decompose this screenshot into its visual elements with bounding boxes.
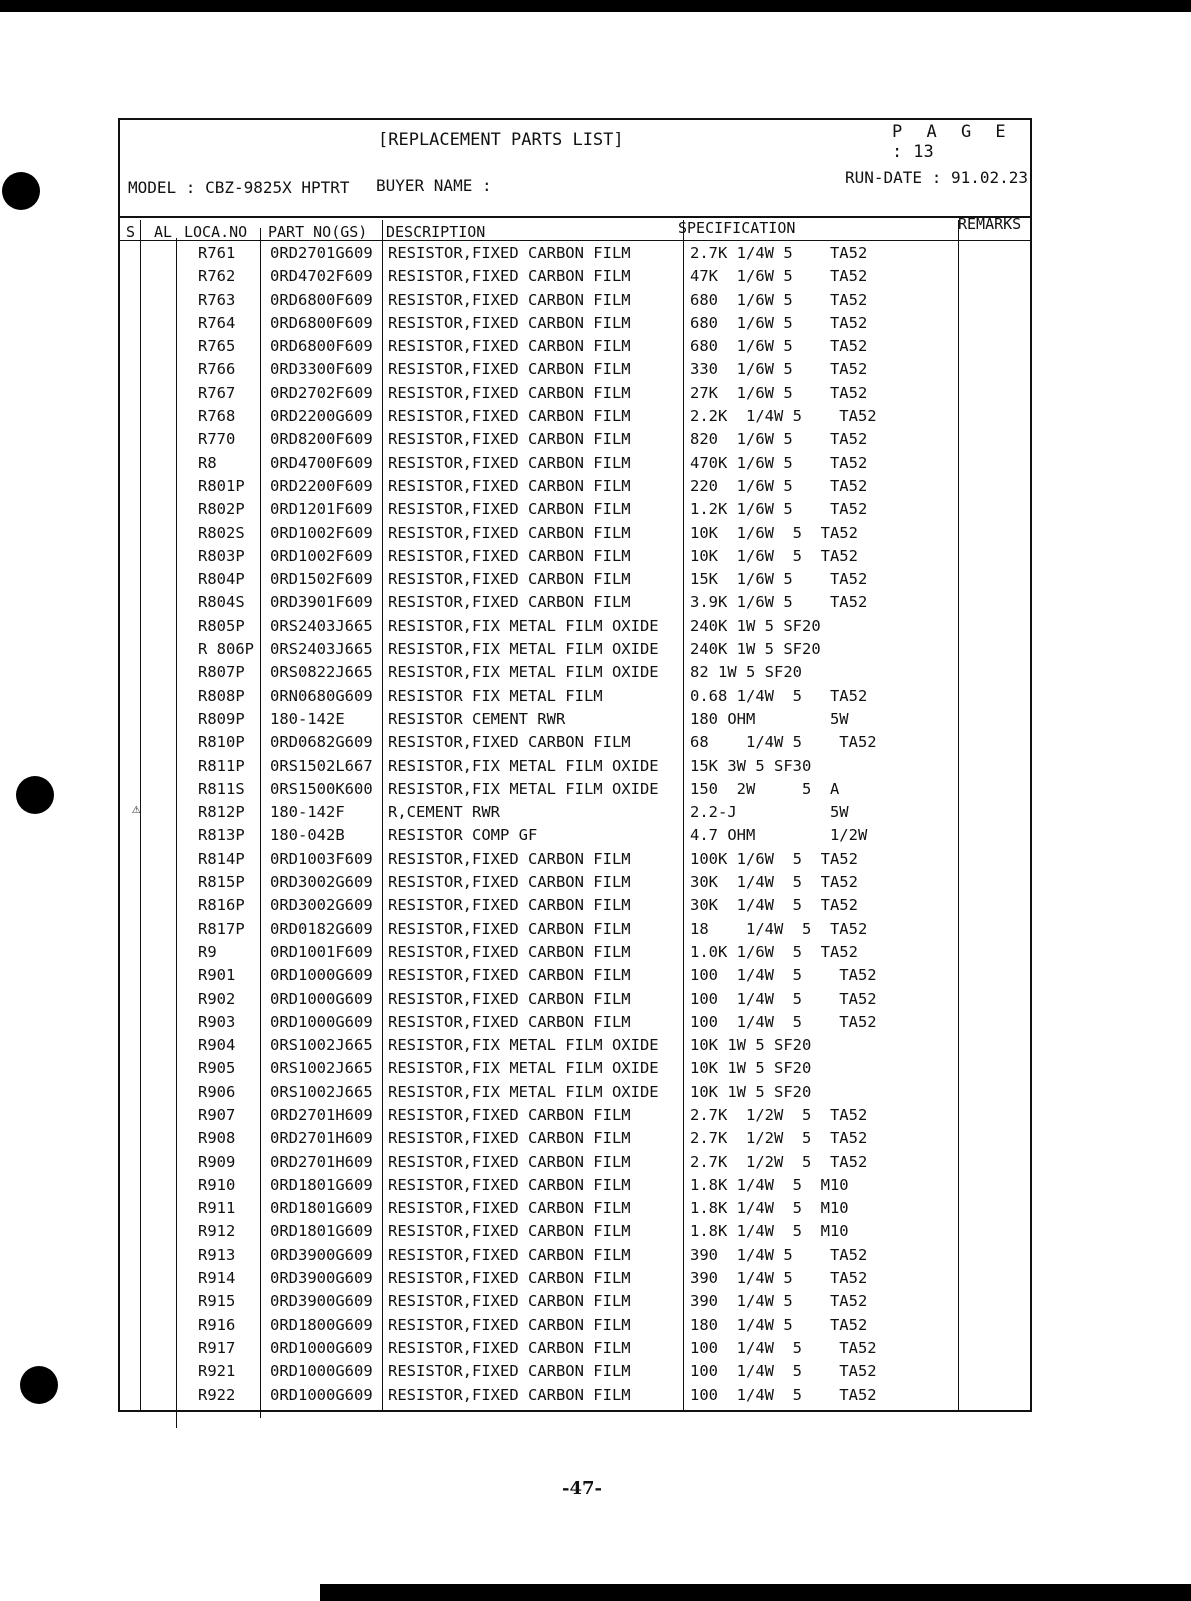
table-row bbox=[120, 755, 1030, 778]
loca-cell: R813P bbox=[198, 826, 245, 845]
loca-cell: R807P bbox=[198, 663, 245, 682]
loca-cell: R762 bbox=[198, 267, 236, 286]
part-number-cell: 0RD1800G609 bbox=[270, 1315, 373, 1334]
part-number-cell: 0RD1502F609 bbox=[270, 570, 373, 589]
part-number-cell: 0RD2200F609 bbox=[270, 476, 373, 495]
loca-cell: R905 bbox=[198, 1059, 236, 1078]
part-number-cell: 0RS1002J665 bbox=[270, 1036, 373, 1055]
run-date-label: RUN-DATE : 91.02.23 bbox=[845, 168, 1029, 187]
description-cell: RESISTOR,FIXED CARBON FILM bbox=[388, 570, 631, 589]
description-cell: RESISTOR,FIXED CARBON FILM bbox=[388, 1269, 631, 1288]
loca-cell: R907 bbox=[198, 1105, 236, 1124]
description-cell: RESISTOR,FIXED CARBON FILM bbox=[388, 1129, 631, 1148]
specification-cell: 180 OHM 5W bbox=[690, 709, 849, 728]
table-row bbox=[120, 312, 1030, 335]
part-number-cell: 0RD4702F609 bbox=[270, 267, 373, 286]
part-number-cell: 0RD1002F609 bbox=[270, 546, 373, 565]
specification-cell: 82 1W 5 SF20 bbox=[690, 663, 802, 682]
table-row bbox=[120, 848, 1030, 871]
specification-cell: 240K 1W 5 SF20 bbox=[690, 616, 821, 635]
description-cell: RESISTOR,FIX METAL FILM OXIDE bbox=[388, 616, 659, 635]
part-number-cell: 0RS0822J665 bbox=[270, 663, 373, 682]
description-cell: RESISTOR,FIXED CARBON FILM bbox=[388, 453, 631, 472]
loca-cell: R812P bbox=[198, 803, 245, 822]
description-cell: RESISTOR,FIXED CARBON FILM bbox=[388, 733, 631, 752]
description-cell: RESISTOR,FIX METAL FILM OXIDE bbox=[388, 1036, 659, 1055]
table-row bbox=[120, 685, 1030, 708]
column-header-part: PART NO(GS) bbox=[268, 223, 368, 241]
specification-cell: 180 1/4W 5 TA52 bbox=[690, 1315, 868, 1334]
loca-cell: R768 bbox=[198, 407, 236, 426]
page-label bbox=[892, 122, 1030, 162]
part-number-cell: 0RD4700F609 bbox=[270, 453, 373, 472]
loca-cell: R9 bbox=[198, 942, 217, 961]
table-row bbox=[120, 731, 1030, 754]
description-cell: RESISTOR,FIXED CARBON FILM bbox=[388, 1199, 631, 1218]
page-label-text: P A G E : bbox=[892, 122, 1013, 162]
description-cell: RESISTOR,FIXED CARBON FILM bbox=[388, 546, 631, 565]
buyer-name-label: BUYER NAME : bbox=[376, 176, 492, 195]
table-row bbox=[120, 591, 1030, 614]
part-number-cell: 0RD3900G609 bbox=[270, 1269, 373, 1288]
table-row bbox=[120, 545, 1030, 568]
table-row bbox=[120, 1290, 1030, 1313]
table-row bbox=[120, 475, 1030, 498]
part-number-cell: 0RD1201F609 bbox=[270, 500, 373, 519]
loca-cell: R910 bbox=[198, 1175, 236, 1194]
specification-cell: 15K 1/6W 5 TA52 bbox=[690, 570, 868, 589]
table-row bbox=[120, 1314, 1030, 1337]
description-cell: RESISTOR,FIX METAL FILM OXIDE bbox=[388, 779, 659, 798]
loca-cell: R904 bbox=[198, 1036, 236, 1055]
table-row bbox=[120, 1384, 1030, 1407]
specification-cell: 2.7K 1/2W 5 TA52 bbox=[690, 1129, 868, 1148]
loca-cell: R761 bbox=[198, 244, 236, 262]
specification-cell: 10K 1/6W 5 TA52 bbox=[690, 546, 858, 565]
specification-cell: 27K 1/6W 5 TA52 bbox=[690, 383, 868, 402]
loca-cell: R906 bbox=[198, 1082, 236, 1101]
loca-cell: R909 bbox=[198, 1152, 236, 1171]
part-number-cell: 0RD1003F609 bbox=[270, 849, 373, 868]
description-cell: RESISTOR,FIXED CARBON FILM bbox=[388, 1292, 631, 1311]
loca-cell: R921 bbox=[198, 1362, 236, 1381]
description-cell: RESISTOR,FIXED CARBON FILM bbox=[388, 593, 631, 612]
loca-cell: R817P bbox=[198, 919, 245, 938]
loca-cell: R815P bbox=[198, 873, 245, 892]
description-cell: RESISTOR,FIXED CARBON FILM bbox=[388, 1175, 631, 1194]
specification-cell: 2.2K 1/4W 5 TA52 bbox=[690, 407, 877, 426]
description-cell: RESISTOR,FIXED CARBON FILM bbox=[388, 500, 631, 519]
description-cell: RESISTOR,FIXED CARBON FILM bbox=[388, 337, 631, 356]
specification-cell: 330 1/6W 5 TA52 bbox=[690, 360, 868, 379]
specification-cell: 3.9K 1/6W 5 TA52 bbox=[690, 593, 868, 612]
loca-cell: R764 bbox=[198, 313, 236, 332]
loca-cell: R908 bbox=[198, 1129, 236, 1148]
table-row bbox=[120, 568, 1030, 591]
description-cell: RESISTOR,FIXED CARBON FILM bbox=[388, 1222, 631, 1241]
specification-cell: 1.8K 1/4W 5 M10 bbox=[690, 1222, 849, 1241]
specification-cell: 1.8K 1/4W 5 M10 bbox=[690, 1175, 849, 1194]
description-cell: RESISTOR,FIX METAL FILM OXIDE bbox=[388, 756, 659, 775]
specification-cell: 10K 1W 5 SF20 bbox=[690, 1059, 812, 1078]
part-number-cell: 0RD3002G609 bbox=[270, 873, 373, 892]
table-row bbox=[120, 1081, 1030, 1104]
specification-cell: 30K 1/4W 5 TA52 bbox=[690, 896, 858, 915]
loca-cell: R804P bbox=[198, 570, 245, 589]
part-number-cell: 0RD0182G609 bbox=[270, 919, 373, 938]
specification-cell: 220 1/6W 5 TA52 bbox=[690, 476, 868, 495]
table-row bbox=[120, 1127, 1030, 1150]
specification-cell: 30K 1/4W 5 TA52 bbox=[690, 873, 858, 892]
loca-cell: R765 bbox=[198, 337, 236, 356]
loca-cell: R804S bbox=[198, 593, 245, 612]
specification-cell: 820 1/6W 5 TA52 bbox=[690, 430, 868, 449]
loca-cell: R767 bbox=[198, 383, 236, 402]
column-header-al: AL bbox=[154, 223, 173, 241]
part-number-cell: 0RD1000G609 bbox=[270, 1385, 373, 1404]
description-cell: RESISTOR,FIXED CARBON FILM bbox=[388, 896, 631, 915]
loca-cell: R803P bbox=[198, 546, 245, 565]
specification-cell: 1.8K 1/4W 5 M10 bbox=[690, 1199, 849, 1218]
part-number-cell: 0RS1502L667 bbox=[270, 756, 373, 775]
description-cell: RESISTOR,FIXED CARBON FILM bbox=[388, 313, 631, 332]
table-row bbox=[120, 988, 1030, 1011]
specification-cell: 470K 1/6W 5 TA52 bbox=[690, 453, 868, 472]
part-number-cell: 0RS1002J665 bbox=[270, 1082, 373, 1101]
specification-cell: 1.0K 1/6W 5 TA52 bbox=[690, 942, 858, 961]
loca-cell: R922 bbox=[198, 1385, 236, 1404]
table-row bbox=[120, 824, 1030, 847]
column-header-loca: LOCA.NO bbox=[184, 223, 248, 241]
loca-cell: R903 bbox=[198, 1012, 236, 1031]
table-row bbox=[120, 1151, 1030, 1174]
loca-cell: R814P bbox=[198, 849, 245, 868]
specification-cell: 100 1/4W 5 TA52 bbox=[690, 1385, 877, 1404]
loca-cell: R802S bbox=[198, 523, 245, 542]
part-number-cell: 0RD1000G609 bbox=[270, 1338, 373, 1357]
description-cell: RESISTOR,FIXED CARBON FILM bbox=[388, 1245, 631, 1264]
loca-cell: R912 bbox=[198, 1222, 236, 1241]
table-row bbox=[120, 894, 1030, 917]
specification-cell: 100 1/4W 5 TA52 bbox=[690, 966, 877, 985]
loca-cell: R917 bbox=[198, 1338, 236, 1357]
table-row bbox=[120, 498, 1030, 521]
part-number-cell: 0RD2701H609 bbox=[270, 1129, 373, 1148]
description-cell: RESISTOR,FIXED CARBON FILM bbox=[388, 1385, 631, 1404]
description-cell: RESISTOR,FIXED CARBON FILM bbox=[388, 873, 631, 892]
specification-cell: 680 1/6W 5 TA52 bbox=[690, 337, 868, 356]
part-number-cell: 0RD1801G609 bbox=[270, 1222, 373, 1241]
specification-cell: 680 1/6W 5 TA52 bbox=[690, 290, 868, 309]
specification-cell: 150 2W 5 A bbox=[690, 779, 840, 798]
page-value: 13 bbox=[913, 142, 934, 162]
part-number-cell: 0RD3901F609 bbox=[270, 593, 373, 612]
description-cell: RESISTOR,FIX METAL FILM OXIDE bbox=[388, 1082, 659, 1101]
table-row bbox=[120, 1244, 1030, 1267]
specification-cell: 1.2K 1/6W 5 TA52 bbox=[690, 500, 868, 519]
description-cell: RESISTOR,FIXED CARBON FILM bbox=[388, 476, 631, 495]
specification-cell: 10K 1W 5 SF20 bbox=[690, 1036, 812, 1055]
specification-cell: 2.7K 1/2W 5 TA52 bbox=[690, 1152, 868, 1171]
specification-cell: 100 1/4W 5 TA52 bbox=[690, 1338, 877, 1357]
loca-cell: R811S bbox=[198, 779, 245, 798]
scan-border-top bbox=[0, 0, 1191, 12]
model-label: MODEL : CBZ-9825X HPTRT bbox=[128, 178, 350, 197]
description-cell: RESISTOR,FIXED CARBON FILM bbox=[388, 360, 631, 379]
description-cell: RESISTOR,FIXED CARBON FILM bbox=[388, 1338, 631, 1357]
loca-cell: R763 bbox=[198, 290, 236, 309]
part-number-cell: 0RD0682G609 bbox=[270, 733, 373, 752]
part-number-cell: 0RD2701H609 bbox=[270, 1152, 373, 1171]
specification-cell: 100 1/4W 5 TA52 bbox=[690, 1012, 877, 1031]
al-cell: ⚠ bbox=[132, 801, 141, 818]
scan-border-bottom bbox=[320, 1584, 1191, 1601]
description-cell: RESISTOR,FIXED CARBON FILM bbox=[388, 919, 631, 938]
table-row bbox=[120, 428, 1030, 451]
specification-cell: 390 1/4W 5 TA52 bbox=[690, 1269, 868, 1288]
table-row bbox=[120, 522, 1030, 545]
description-cell: RESISTOR CEMENT RWR bbox=[388, 709, 566, 728]
description-cell: RESISTOR,FIXED CARBON FILM bbox=[388, 1362, 631, 1381]
part-number-cell: 0RD1801G609 bbox=[270, 1175, 373, 1194]
table-row bbox=[120, 1360, 1030, 1383]
punch-hole bbox=[20, 1366, 58, 1404]
table-row bbox=[120, 1034, 1030, 1057]
part-number-cell: 0RD1001F609 bbox=[270, 942, 373, 961]
description-cell: RESISTOR,FIXED CARBON FILM bbox=[388, 1315, 631, 1334]
table-row bbox=[120, 1337, 1030, 1360]
column-header-divider bbox=[120, 240, 1030, 241]
part-number-cell: 0RD2701H609 bbox=[270, 1105, 373, 1124]
specification-cell: 68 1/4W 5 TA52 bbox=[690, 733, 877, 752]
specification-cell: 47K 1/6W 5 TA52 bbox=[690, 267, 868, 286]
part-number-cell: 0RD2702F609 bbox=[270, 383, 373, 402]
specification-cell: 15K 3W 5 SF30 bbox=[690, 756, 812, 775]
specification-cell: 100K 1/6W 5 TA52 bbox=[690, 849, 858, 868]
description-cell: RESISTOR,FIX METAL FILM OXIDE bbox=[388, 663, 659, 682]
description-cell: RESISTOR,FIXED CARBON FILM bbox=[388, 1152, 631, 1171]
table-row bbox=[120, 964, 1030, 987]
part-number-cell: 0RD6800F609 bbox=[270, 290, 373, 309]
loca-cell: R802P bbox=[198, 500, 245, 519]
specification-cell: 100 1/4W 5 TA52 bbox=[690, 989, 877, 1008]
description-cell: RESISTOR,FIX METAL FILM OXIDE bbox=[388, 640, 659, 659]
loca-cell: R816P bbox=[198, 896, 245, 915]
table-row bbox=[120, 871, 1030, 894]
part-number-cell: 0RS2403J665 bbox=[270, 640, 373, 659]
description-cell: RESISTOR,FIXED CARBON FILM bbox=[388, 966, 631, 985]
specification-cell: 680 1/6W 5 TA52 bbox=[690, 313, 868, 332]
table-row bbox=[120, 335, 1030, 358]
table-row bbox=[120, 1197, 1030, 1220]
loca-cell: R8 bbox=[198, 453, 217, 472]
table-row bbox=[120, 615, 1030, 638]
part-number-cell: 180-142F bbox=[270, 803, 345, 822]
table-row bbox=[120, 1220, 1030, 1243]
loca-cell: R766 bbox=[198, 360, 236, 379]
part-number-cell: 0RD1000G609 bbox=[270, 1012, 373, 1031]
table-row bbox=[120, 289, 1030, 312]
table-row bbox=[120, 918, 1030, 941]
parts-list-sheet bbox=[118, 118, 1032, 1412]
description-cell: RESISTOR,FIXED CARBON FILM bbox=[388, 383, 631, 402]
description-cell: R,CEMENT RWR bbox=[388, 803, 500, 822]
part-number-cell: 0RN0680G609 bbox=[270, 686, 373, 705]
description-cell: RESISTOR,FIXED CARBON FILM bbox=[388, 1012, 631, 1031]
loca-cell: R914 bbox=[198, 1269, 236, 1288]
loca-cell: R810P bbox=[198, 733, 245, 752]
table-row bbox=[120, 1011, 1030, 1034]
specification-cell: 2.7K 1/4W 5 TA52 bbox=[690, 244, 868, 262]
loca-cell: R809P bbox=[198, 709, 245, 728]
specification-cell: 390 1/4W 5 TA52 bbox=[690, 1245, 868, 1264]
loca-cell: R915 bbox=[198, 1292, 236, 1311]
part-number-cell: 0RS1500K600 bbox=[270, 779, 373, 798]
column-header-s: S bbox=[126, 223, 136, 241]
parts-table-body bbox=[120, 242, 1030, 1407]
part-number-cell: 180-042B bbox=[270, 826, 345, 845]
part-number-cell: 0RD6800F609 bbox=[270, 313, 373, 332]
specification-cell: 10K 1W 5 SF20 bbox=[690, 1082, 812, 1101]
column-header-description: DESCRIPTION bbox=[386, 223, 486, 241]
loca-cell: R916 bbox=[198, 1315, 236, 1334]
specification-cell: 10K 1/6W 5 TA52 bbox=[690, 523, 858, 542]
loca-cell: R913 bbox=[198, 1245, 236, 1264]
header-divider bbox=[120, 216, 1030, 218]
description-cell: RESISTOR FIX METAL FILM bbox=[388, 686, 603, 705]
description-cell: RESISTOR,FIXED CARBON FILM bbox=[388, 267, 631, 286]
table-row bbox=[120, 661, 1030, 684]
table-row bbox=[120, 638, 1030, 661]
table-row bbox=[120, 265, 1030, 288]
column-header-specification: SPECIFICATION bbox=[678, 219, 796, 237]
part-number-cell: 0RD1002F609 bbox=[270, 523, 373, 542]
description-cell: RESISTOR,FIXED CARBON FILM bbox=[388, 244, 631, 262]
description-cell: RESISTOR,FIX METAL FILM OXIDE bbox=[388, 1059, 659, 1078]
punch-hole bbox=[2, 172, 40, 210]
loca-cell: R811P bbox=[198, 756, 245, 775]
table-row bbox=[120, 405, 1030, 428]
part-number-cell: 0RD1000G609 bbox=[270, 989, 373, 1008]
description-cell: RESISTOR,FIXED CARBON FILM bbox=[388, 407, 631, 426]
part-number-cell: 0RD1000G609 bbox=[270, 1362, 373, 1381]
loca-cell: R911 bbox=[198, 1199, 236, 1218]
loca-cell: R808P bbox=[198, 686, 245, 705]
part-number-cell: 0RD3300F609 bbox=[270, 360, 373, 379]
description-cell: RESISTOR,FIXED CARBON FILM bbox=[388, 989, 631, 1008]
description-cell: RESISTOR,FIXED CARBON FILM bbox=[388, 430, 631, 449]
table-row bbox=[120, 778, 1030, 801]
part-number-cell: 180-142E bbox=[270, 709, 345, 728]
table-row bbox=[120, 1174, 1030, 1197]
part-number-cell: 0RD2701G609 bbox=[270, 244, 373, 262]
specification-cell: 100 1/4W 5 TA52 bbox=[690, 1362, 877, 1381]
table-row bbox=[120, 242, 1030, 265]
part-number-cell: 0RD8200F609 bbox=[270, 430, 373, 449]
specification-cell: 4.7 OHM 1/2W bbox=[690, 826, 868, 845]
description-cell: RESISTOR,FIXED CARBON FILM bbox=[388, 1105, 631, 1124]
loca-cell: R901 bbox=[198, 966, 236, 985]
part-number-cell: 0RS1002J665 bbox=[270, 1059, 373, 1078]
document-title: [REPLACEMENT PARTS LIST] bbox=[378, 130, 624, 150]
page-number: -47- bbox=[562, 1478, 602, 1499]
description-cell: RESISTOR,FIXED CARBON FILM bbox=[388, 942, 631, 961]
table-row bbox=[120, 941, 1030, 964]
part-number-cell: 0RD6800F609 bbox=[270, 337, 373, 356]
table-row bbox=[120, 382, 1030, 405]
part-number-cell: 0RD2200G609 bbox=[270, 407, 373, 426]
punch-hole bbox=[16, 776, 54, 814]
specification-cell: 2.7K 1/2W 5 TA52 bbox=[690, 1105, 868, 1124]
description-cell: RESISTOR,FIXED CARBON FILM bbox=[388, 849, 631, 868]
part-number-cell: 0RD3002G609 bbox=[270, 896, 373, 915]
table-row bbox=[120, 1104, 1030, 1127]
description-cell: RESISTOR,FIXED CARBON FILM bbox=[388, 290, 631, 309]
part-number-cell: 0RD1801G609 bbox=[270, 1199, 373, 1218]
table-row bbox=[120, 452, 1030, 475]
specification-cell: 240K 1W 5 SF20 bbox=[690, 640, 821, 659]
part-number-cell: 0RD1000G609 bbox=[270, 966, 373, 985]
table-row bbox=[120, 1057, 1030, 1080]
description-cell: RESISTOR COMP GF bbox=[388, 826, 538, 845]
loca-cell: R801P bbox=[198, 476, 245, 495]
table-row bbox=[120, 708, 1030, 731]
specification-cell: 0.68 1/4W 5 TA52 bbox=[690, 686, 868, 705]
table-row bbox=[120, 801, 1030, 824]
loca-cell: R770 bbox=[198, 430, 236, 449]
specification-cell: 390 1/4W 5 TA52 bbox=[690, 1292, 868, 1311]
loca-cell: R 806P bbox=[198, 640, 254, 659]
part-number-cell: 0RD3900G609 bbox=[270, 1292, 373, 1311]
column-header-remarks: REMARKS bbox=[958, 215, 1022, 233]
table-row bbox=[120, 358, 1030, 381]
loca-cell: R805P bbox=[198, 616, 245, 635]
loca-cell: R902 bbox=[198, 989, 236, 1008]
specification-cell: 18 1/4W 5 TA52 bbox=[690, 919, 868, 938]
table-row bbox=[120, 1267, 1030, 1290]
part-number-cell: 0RD3900G609 bbox=[270, 1245, 373, 1264]
description-cell: RESISTOR,FIXED CARBON FILM bbox=[388, 523, 631, 542]
part-number-cell: 0RS2403J665 bbox=[270, 616, 373, 635]
specification-cell: 2.2-J 5W bbox=[690, 803, 849, 822]
